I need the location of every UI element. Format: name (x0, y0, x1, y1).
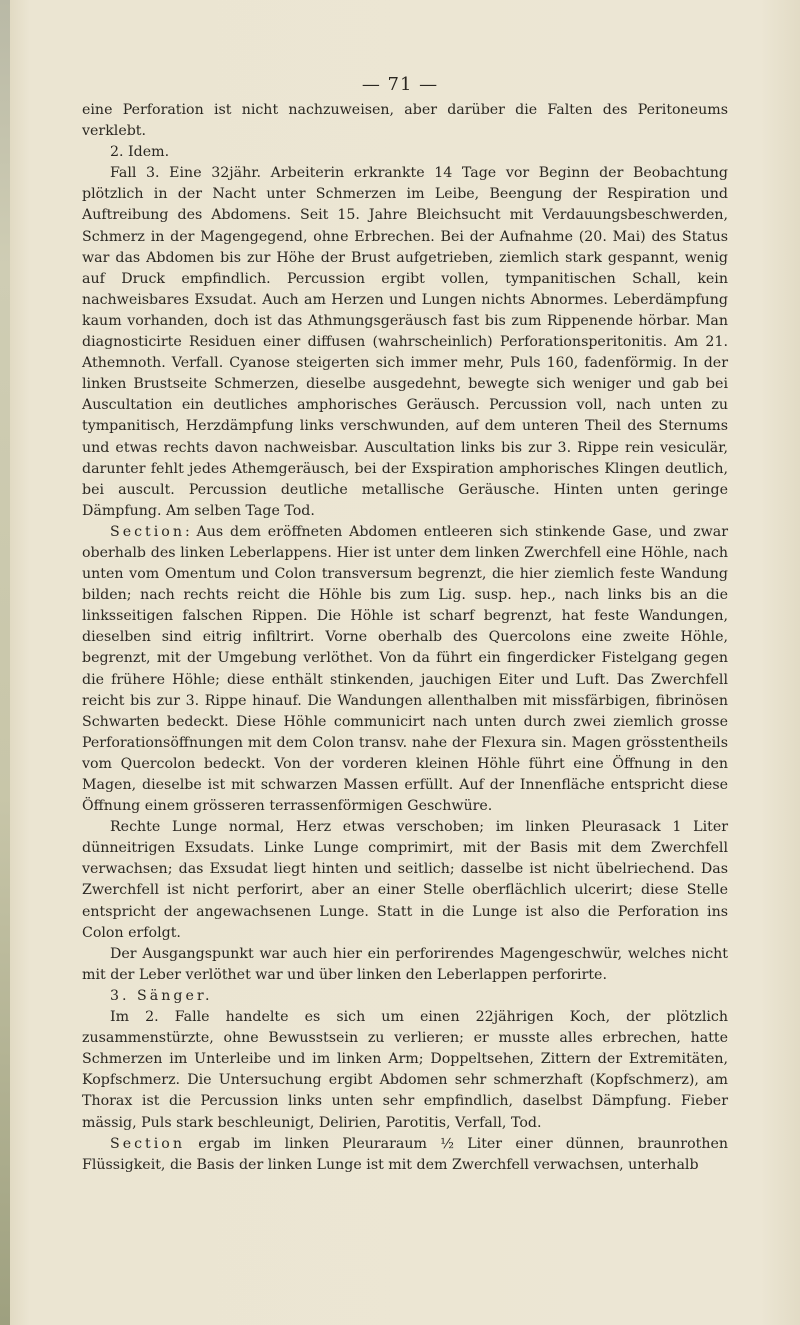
paragraph: 2. Idem. (110, 144, 170, 161)
page-edge (0, 0, 10, 1325)
case-heading: 3. Sänger. (110, 987, 213, 1004)
paragraph-text: ergab im linken Pleuraraum ½ Liter einer dünnen, braunrothen Flüssigkeit, die Basis der linken Lunge ist mit dem Zwerchfell verwachsen, unterhalb (82, 1135, 728, 1173)
paragraph-text: : Aus dem eröffneten Abdomen entleeren sich stinkende Gase, und zwar oberhalb des linken Leberlappens. Hier ist unter dem linken Zwerchfell eine Höhle, nach unten vom Omentum und Colon transversum begrenzt, die hier ziemlich feste Wandung bilden; nach rechts reicht die Höhle bis zum Lig. susp. hep., nach links bis an die linksseitigen falschen Rippen. Die Höhle ist scharf begrenzt, hat feste Wandungen, dieselben sind eitrig infiltrirt. Vorne oberhalb des Quercolons eine zweite Höhle, begrenzt, mit der Umgebung verlöthet. Von da führt ein fingerdicker Fistelgang gegen die frühere Höhle; diese enthält stinkenden, jauchigen Eiter und Luft. Das Zwerchfell reicht bis zur 3. Rippe hinauf. Die Wandungen allenthalben mit missfärbigen, fibrinösen Schwarten bedeckt. Diese Höhle communicirt nach unten durch zwei ziemlich grosse Perforationsöffnungen mit dem Colon transv. nahe der Flexura sin. Magen grösstentheils vom Quercolon bedeckt. Von der vorderen kleinen Höhle führt eine Öffnung in den Magen, dieselbe ist mit schwarzen Massen erfüllt. Auf der Innenfläche entspricht diese Öffnung einem grösseren terrassenförmigen Geschwüre. (82, 523, 728, 815)
paragraph: eine Perforation ist nicht nachzuweisen, aber darüber die Falten des Peritoneums verklebt. (82, 102, 728, 140)
page-number: — 71 — (361, 74, 439, 95)
section-label: Section (110, 1135, 185, 1152)
paragraph: Der Ausgangspunkt war auch hier ein perforirendes Magengeschwür, welches nicht mit der Leber verlöthet war und über linken den Leberlappen perforirte. (82, 945, 728, 983)
paragraph (82, 1134, 728, 1176)
paragraph: Im 2. Falle handelte es sich um einen 22jährigen Koch, der plötzlich zusammenstürzte, ohne Bewusstsein zu verlieren; er musste alles erbrechen, hatte Schmerzen im Unterleibe und im linken Arm; Doppeltsehen, Zittern der Extremitäten, Kopfschmerz. Die Untersuchung ergibt Abdomen sehr schmerzhaft (Kopfschmerz), am Thorax ist die Percussion links unten sehr empfindlich, daselbst Dämpfung. Fieber mässig, Puls stark beschleunigt, Delirien, Parotitis, Verfall, Tod. (82, 1009, 728, 1131)
section-label: Section (110, 523, 185, 540)
paragraph (82, 522, 728, 817)
paragraph: Fall 3. Eine 32jähr. Arbeiterin erkrankte 14 Tage vor Beginn der Beobachtung plötzlich in der Nacht unter Schmerzen im Leibe, Beengung der Respiration und Auftreibung des Abdomens. Seit 15. Jahre Bleichsucht mit Verdauungsbeschwerden, Schmerz in der Magengegend, ohne Erbrechen. Bei der Aufnahme (20. Mai) des Status war das Abdomen bis zur Höhe der Brust aufgetrieben, ziemlich stark gespannt, wenig auf Druck empfindlich. Percussion ergibt vollen, tympanitischen Schall, kein nachweisbares Exsudat. Auch am Herzen und Lungen nichts Abnormes. Leberdämpfung kaum vorhanden, doch ist das Athmungsgeräusch fast bis zum Rippenende hörbar. Man diagnosticirte Residuen einer diffusen (wahrscheinlich) Perforationsperitonitis. Am 21. Athemnoth. Verfall. Cyanose steigerten sich immer mehr, Puls 160, fadenförmig. In der linken Brustseite Schmerzen, dieselbe ausgedehnt, bewegte sich weniger und gab bei Auscultation ein deutliches amphorisches Geräusch. Percussion voll, nach unten zu tympanitisch, Herzdämpfung links verschwunden, auf dem unteren Theil des Sternums und etwas rechts davon nachweisbar. Auscultation links bis zur 3. Rippe rein vesiculär, darunter fehlt jedes Athemgeräusch, bei der Exspiration amphorisches Klingen deutlich, bei auscult. Percussion deutliche metallische Geräusche. Hinten unten geringe Dämpfung. Am selben Tage Tod. (82, 165, 728, 519)
paragraph: Rechte Lunge normal, Herz etwas verschoben; im linken Pleurasack 1 Liter dünneitrigen Exsudats. Linke Lunge comprimirt, mit der Basis mit dem Zwerchfell verwachsen; das Exsudat liegt hinten und seitlich; dasselbe ist nicht übelriechend. Das Zwerchfell ist nicht perforirt, aber an einer Stelle oberflächlich ulcerirt; diese Stelle entspricht der angewachsenen Lunge. Statt in die Lunge ist also die Perforation ins Colon erfolgt. (82, 819, 728, 941)
body-text (82, 100, 728, 1176)
